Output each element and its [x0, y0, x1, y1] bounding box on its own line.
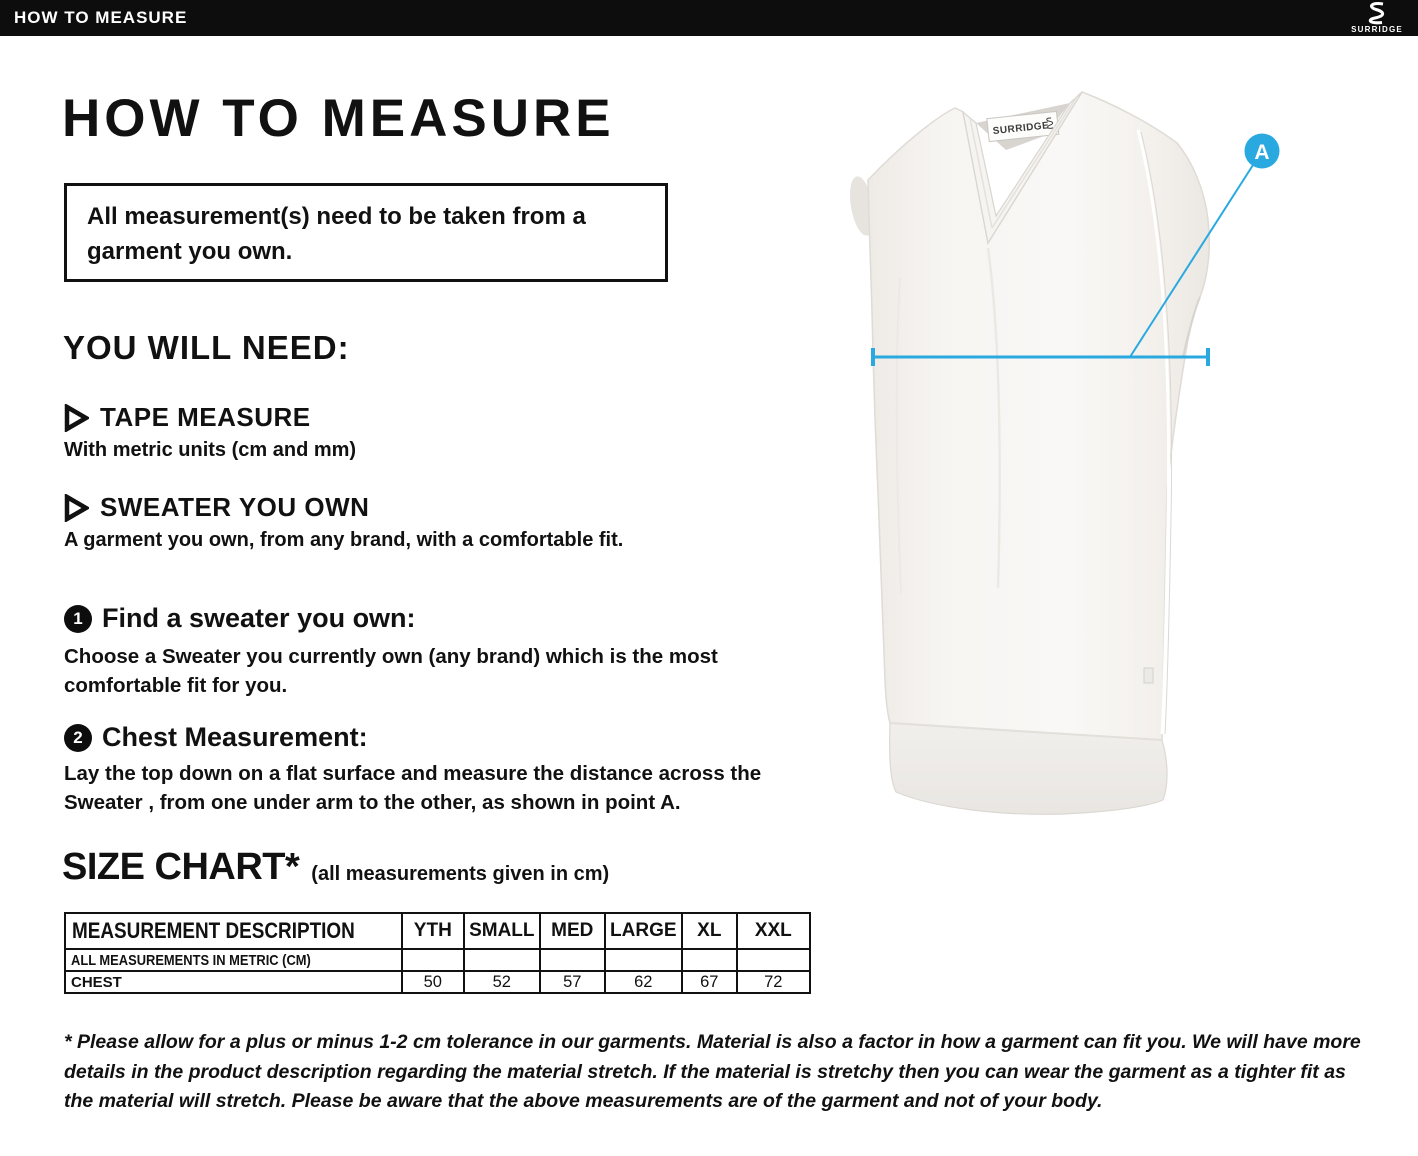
size-chart-subtitle: (all measurements given in cm) [311, 863, 610, 885]
col-header: XXL [737, 913, 810, 949]
col-header: LARGE [605, 913, 682, 949]
triangle-bullet-icon [64, 494, 89, 522]
sweater-vest-illustration [838, 68, 1308, 828]
row-label: ALL MEASUREMENTS IN METRIC (CM) [71, 951, 311, 969]
cell: 67 [682, 971, 737, 993]
size-chart-title: SIZE CHART* [62, 846, 300, 888]
cell [682, 949, 737, 971]
cell [464, 949, 540, 971]
cell: 72 [737, 971, 810, 993]
step-title: Find a sweater you own: [102, 603, 416, 633]
cell: 52 [464, 971, 540, 993]
size-chart-heading [62, 846, 609, 889]
step-2-header [64, 722, 368, 753]
point-a-label: A [1254, 141, 1270, 164]
step-number-badge: 2 [64, 724, 92, 752]
table-header-row [65, 913, 810, 949]
vest-body-shape [868, 92, 1209, 740]
cell [540, 949, 605, 971]
table-row [65, 971, 810, 993]
side-slit-tag [1144, 668, 1153, 683]
you-will-need-heading: YOU WILL NEED: [63, 329, 350, 366]
logo-wordmark: SURRIDGE [1351, 25, 1403, 34]
note-text: All measurement(s) need to be taken from a garment you own. [87, 203, 586, 265]
step-1-description: Choose a Sweater you currently own (any brand) which is the most comfortable fit for you. [64, 645, 718, 697]
col-header: MEASUREMENT DESCRIPTION [72, 918, 355, 943]
table-row [65, 949, 810, 971]
need-item-sweater [64, 492, 369, 523]
cell [605, 949, 682, 971]
row-label: CHEST [65, 971, 402, 993]
col-header: SMALL [464, 913, 540, 949]
top-bar [0, 0, 1418, 36]
cell: 62 [605, 971, 682, 993]
step-1-header [64, 603, 416, 634]
cell [737, 949, 810, 971]
top-bar-title: HOW TO MEASURE [14, 8, 188, 27]
need-item-tape-measure [64, 402, 311, 433]
triangle-bullet-icon [64, 404, 89, 432]
page-title: HOW TO MEASURE [62, 89, 615, 148]
cell: 57 [540, 971, 605, 993]
col-header: MED [540, 913, 605, 949]
size-chart-table [64, 912, 811, 994]
col-header: YTH [402, 913, 464, 949]
need-item-label: SWEATER YOU OWN [100, 492, 370, 522]
step-number-badge: 1 [64, 605, 92, 633]
need-item-description: With metric units (cm and mm) [64, 439, 357, 461]
note-box [64, 183, 668, 282]
step-2-description: Lay the top down on a flat surface and measure the distance across the Sweater , from one under arm to the other, as shown in point A. [64, 762, 762, 814]
garment-image [838, 68, 1308, 828]
need-item-label: TAPE MEASURE [100, 402, 311, 432]
surridge-logo-icon [1342, 1, 1412, 35]
neck-label-text: SURRIDGE [992, 120, 1050, 138]
cell: 50 [402, 971, 464, 993]
cell [402, 949, 464, 971]
tolerance-footnote: * Please allow for a plus or minus 1-2 cm tolerance in our garments. Material is also a factor in how a garment can fit you. We will have more details in the product description regarding the material stretch. If the material is stretchy then you can wear the garment as a tighter fit as the material will stretch. Please be aware that the above measurements are of the garment and not of your body. [64, 1031, 1361, 1112]
step-title: Chest Measurement: [102, 722, 368, 752]
need-item-description: A garment you own, from any brand, with a comfortable fit. [64, 529, 624, 551]
col-header: XL [682, 913, 737, 949]
